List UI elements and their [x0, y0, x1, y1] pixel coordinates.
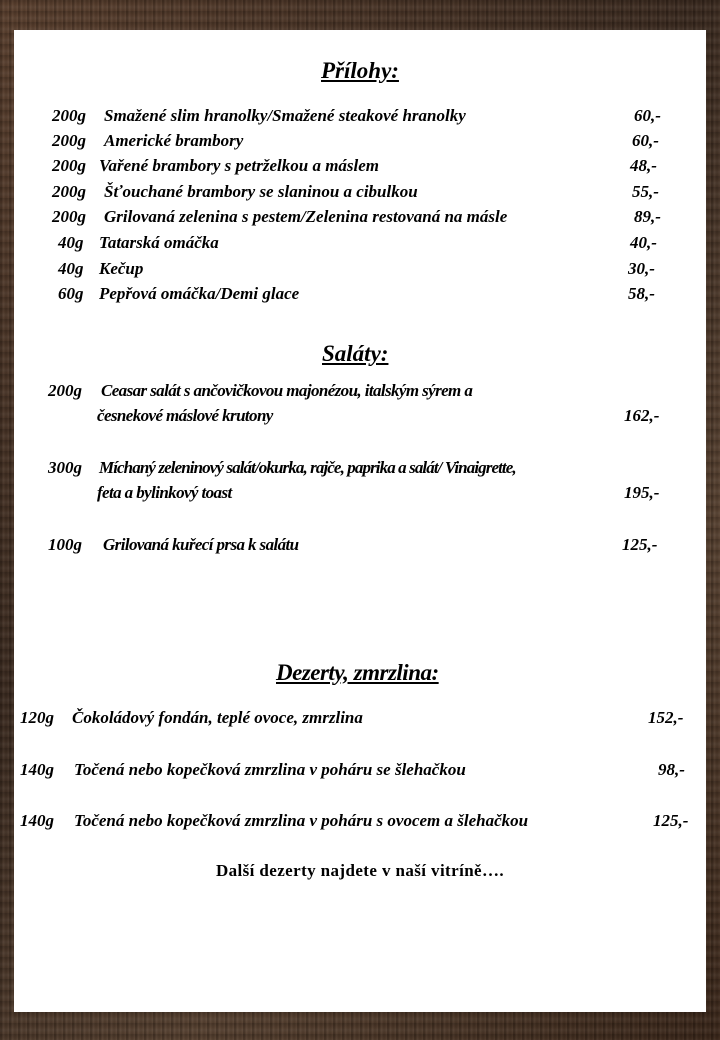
- item-weight: 200g: [52, 106, 86, 125]
- item-price: 60,-: [634, 106, 661, 125]
- item-weight: 40g: [58, 259, 84, 278]
- item-name: Čokoládový fondán, teplé ovoce, zmrzlina: [72, 708, 363, 727]
- item-price: 89,-: [634, 207, 661, 226]
- item-weight: 200g: [52, 207, 86, 226]
- item-name-line2: feta a bylinkový toast: [97, 483, 232, 502]
- item-name: Točená nebo kopečková zmrzlina v poháru se šlehačkou: [74, 760, 466, 779]
- item-name: Pepřová omáčka/Demi glace: [99, 284, 300, 303]
- footer-note: Další dezerty najdete v naší vitríně….: [215, 861, 505, 880]
- item-name-line1: Ceasar salát s ančovičkovou majonézou, italským sýrem a: [101, 381, 473, 400]
- item-name: Šťouchané brambory se slaninou a cibulkou: [104, 182, 418, 201]
- item-name: Vařené brambory s petrželkou a máslem: [99, 156, 380, 175]
- item-price: 162,-: [624, 406, 660, 425]
- item-weight: 140g: [20, 811, 54, 830]
- item-name: Točená nebo kopečková zmrzlina v poháru s ovocem a šlehačkou: [74, 811, 529, 830]
- section-title-dezerty: Dezerty, zmrzlina:: [276, 660, 439, 685]
- item-price: 58,-: [628, 284, 655, 303]
- item-weight: 300g: [48, 458, 82, 477]
- item-weight: 140g: [20, 760, 54, 779]
- item-price: 48,-: [630, 156, 657, 175]
- item-price: 60,-: [632, 131, 659, 150]
- item-price: 195,-: [624, 483, 660, 502]
- item-weight: 200g: [52, 131, 86, 150]
- item-price: 125,-: [653, 811, 689, 830]
- item-weight: 100g: [48, 535, 82, 554]
- item-name: Smažené slim hranolky/Smažené steakové hranolky: [104, 106, 466, 125]
- item-price: 30,-: [628, 259, 655, 278]
- item-weight: 120g: [20, 708, 54, 727]
- item-name: Tatarská omáčka: [99, 233, 219, 252]
- item-price: 40,-: [630, 233, 657, 252]
- item-name: Grilovaná kuřecí prsa k salátu: [103, 535, 299, 554]
- item-name-line2: česnekové máslové krutony: [97, 406, 273, 425]
- item-price: 98,-: [658, 760, 685, 779]
- item-weight: 40g: [58, 233, 84, 252]
- item-name: Kečup: [99, 259, 144, 278]
- item-price: 55,-: [632, 182, 659, 201]
- section-title-salaty: Saláty:: [322, 341, 389, 366]
- item-weight: 200g: [52, 182, 86, 201]
- item-price: 125,-: [622, 535, 658, 554]
- item-weight: 60g: [58, 284, 84, 303]
- item-price: 152,-: [648, 708, 684, 727]
- section-title-prilohy: Přílohy:: [321, 58, 399, 83]
- item-name: Americké brambory: [104, 131, 244, 150]
- item-name-line1: Míchaný zeleninový salát/okurka, rajče, paprika a salát/ Vinaigrette,: [99, 458, 516, 477]
- item-name: Grilovaná zelenina s pestem/Zelenina restovaná na másle: [104, 207, 508, 226]
- item-weight: 200g: [48, 381, 82, 400]
- item-weight: 200g: [52, 156, 86, 175]
